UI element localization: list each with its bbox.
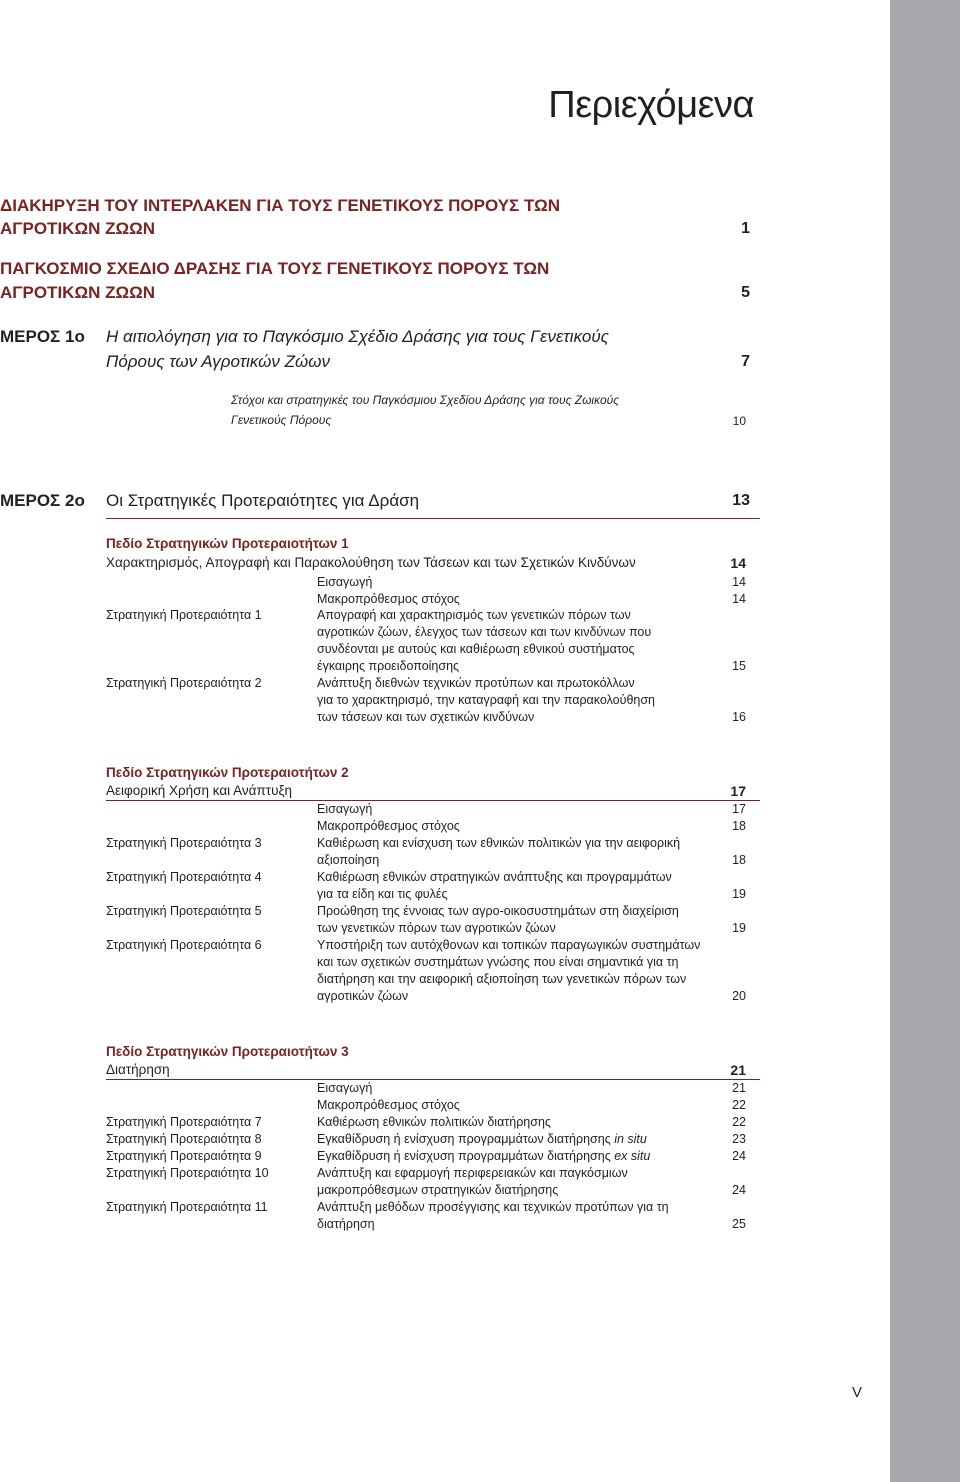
area2-priority-label: Στρατηγική Προτεραιότητα 6 — [106, 938, 262, 952]
area1-row-text[interactable]: Εισαγωγή — [317, 575, 373, 589]
area1-row-text[interactable]: Μακροπρόθεσμος στόχος — [317, 592, 460, 606]
area2-row-page: 19 — [732, 887, 746, 901]
area2-row-text[interactable]: Εισαγωγή — [317, 802, 373, 816]
part2-label: ΜΕΡΟΣ 2ο — [0, 491, 85, 510]
part1-sub-line2[interactable]: Γενετικούς Πόρους — [231, 413, 332, 427]
area2-subtitle[interactable]: Αειφορική Χρήση και Ανάπτυξη — [106, 783, 293, 798]
area2-title[interactable]: Πεδίο Στρατηγικών Προτεραιοτήτων 2 — [106, 765, 349, 780]
area3-row-page: 24 — [732, 1183, 746, 1197]
declaration-title-line1[interactable]: ΔΙΑΚΗΡΥΞΗ ΤΟΥ ΙΝΤΕΡΛΑΚΕΝ ΓΙΑ ΤΟΥΣ ΓΕΝΕΤΙΚΟΥΣ ΠΟΡΟΥΣ ΤΩΝ — [0, 196, 560, 215]
area2-priority-label: Στρατηγική Προτεραιότητα 4 — [106, 870, 262, 884]
area1-row-text[interactable]: Ανάπτυξη διεθνών τεχνικών προτύπων και πρωτοκόλλων — [317, 676, 635, 690]
area3-row-page: 22 — [732, 1098, 746, 1112]
area1-row-page: 14 — [732, 575, 746, 589]
area2-priority-label: Στρατηγική Προτεραιότητα 5 — [106, 904, 262, 918]
area1-row-text[interactable]: συνδέονται με αυτούς και καθιέρωση εθνικού συστήματος — [317, 642, 635, 656]
area2-row-text[interactable]: των γενετικών πόρων των αγροτικών ζώων — [317, 921, 556, 935]
area3-row-text[interactable]: Ανάπτυξη μεθόδων προσέγγισης και τεχνικών προτύπων για τη — [317, 1200, 669, 1214]
part1-page-number: 7 — [741, 353, 750, 370]
declaration-page-number: 1 — [741, 220, 750, 237]
area3-priority-label: Στρατηγική Προτεραιότητα 11 — [106, 1200, 268, 1214]
area3-row-text[interactable]: Εγκαθίδρυση ή ενίσχυση προγραμμάτων διατήρησης in situ — [317, 1132, 647, 1146]
part1-title-line1[interactable]: Η αιτιολόγηση για το Παγκόσμιο Σχέδιο Δράσης για τους Γενετικούς — [106, 327, 609, 346]
area2-row-text[interactable]: αξιοποίηση — [317, 853, 380, 867]
area2-row-text[interactable]: διατήρηση και την αειφορική αξιοποίηση των γενετικών πόρων των — [317, 972, 687, 986]
area3-row-text[interactable]: διατήρηση — [317, 1217, 375, 1231]
part1-sub-page-number: 10 — [732, 414, 746, 428]
global-plan-title-line1[interactable]: ΠΑΓΚΟΣΜΙΟ ΣΧΕΔΙΟ ΔΡΑΣΗΣ ΓΙΑ ΤΟΥΣ ΓΕΝΕΤΙΚΟΥΣ ΠΟΡΟΥΣ ΤΩΝ — [0, 259, 550, 278]
area1-subtitle-page: 14 — [730, 555, 746, 571]
declaration-title-line2[interactable]: ΑΓΡΟΤΙΚΩΝ ΖΩΩΝ — [0, 219, 155, 238]
area2-row-text[interactable]: Μακροπρόθεσμος στόχος — [317, 819, 460, 833]
area1-priority-label: Στρατηγική Προτεραιότητα 2 — [106, 676, 262, 690]
area2-row-text[interactable]: αγροτικών ζώων — [317, 989, 409, 1003]
area3-row-page: 25 — [732, 1217, 746, 1231]
area2-subtitle-page: 17 — [730, 783, 746, 799]
area3-row-text[interactable]: Εισαγωγή — [317, 1081, 373, 1095]
area3-priority-label: Στρατηγική Προτεραιότητα 7 — [106, 1115, 262, 1129]
area1-row-page: 16 — [732, 710, 746, 724]
area3-row-italic: ex situ — [614, 1149, 651, 1163]
part2-page-number: 13 — [732, 492, 750, 509]
area2-row-text[interactable]: και των σχετικών συστημάτων γνώσης που είναι σημαντικά για τη — [317, 955, 679, 969]
area2-row-text[interactable]: Προώθηση της έννοιας των αγρο-οικοσυστημάτων στη διαχείριση — [317, 904, 679, 918]
part1-sub-line1[interactable]: Στόχοι και στρατηγικές του Παγκόσμιου Σχεδίου Δράσης για τους Ζωικούς — [231, 393, 620, 407]
area2-row-page: 20 — [732, 989, 746, 1003]
area1-priority-label: Στρατηγική Προτεραιότητα 1 — [106, 608, 262, 622]
area1-row-text[interactable]: Απογραφή και χαρακτηρισμός των γενετικών πόρων των — [317, 608, 631, 622]
area3-row-text[interactable]: Ανάπτυξη και εφαρμογή περιφερειακών και παγκόσμιων — [317, 1166, 628, 1180]
area2-divider — [106, 800, 760, 801]
area3-divider — [106, 1079, 760, 1080]
part2-divider — [106, 518, 760, 519]
area2-row-text[interactable]: Καθιέρωση εθνικών στρατηγικών ανάπτυξης και προγραμμάτων — [317, 870, 672, 884]
area3-priority-label: Στρατηγική Προτεραιότητα 9 — [106, 1149, 262, 1163]
global-plan-page-number: 5 — [741, 284, 750, 301]
area2-priority-label: Στρατηγική Προτεραιότητα 3 — [106, 836, 262, 850]
area3-row-page: 23 — [732, 1132, 746, 1146]
area3-row-page: 24 — [732, 1149, 746, 1163]
area1-title[interactable]: Πεδίο Στρατηγικών Προτεραιοτήτων 1 — [106, 536, 349, 551]
area2-row-text[interactable]: Καθιέρωση και ενίσχυση των εθνικών πολιτικών για την αειφορική — [317, 836, 681, 850]
area3-row-italic: in situ — [614, 1132, 647, 1146]
area1-row-text[interactable]: για το χαρακτηρισμό, την καταγραφή και την παρακολούθηση — [317, 693, 656, 707]
area3-subtitle[interactable]: Διατήρηση — [106, 1062, 170, 1077]
area1-row-page: 14 — [732, 592, 746, 606]
part1-label: ΜΕΡΟΣ 1ο — [0, 327, 85, 346]
area1-row-text[interactable]: των τάσεων και των σχετικών κινδύνων — [317, 710, 535, 724]
area3-row-page: 21 — [732, 1081, 746, 1095]
area1-row-text[interactable]: αγροτικών ζώων, έλεγχος των τάσεων και των κινδύνων που — [317, 625, 652, 639]
area2-row-text[interactable]: για τα είδη και τις φυλές — [317, 887, 448, 901]
part1-title-line2[interactable]: Πόρους των Αγροτικών Ζώων — [106, 352, 330, 371]
page-edge-bar — [890, 0, 960, 1482]
area2-row-page: 17 — [732, 802, 746, 816]
area3-priority-label: Στρατηγική Προτεραιότητα 10 — [106, 1166, 269, 1180]
page-title: Περιεχόμενα — [548, 84, 754, 126]
area1-row-page: 15 — [732, 659, 746, 673]
area2-row-page: 18 — [732, 853, 746, 867]
area3-row-text[interactable]: μακροπρόθεσμων στρατηγικών διατήρησης — [317, 1183, 559, 1197]
area2-row-page: 19 — [732, 921, 746, 935]
part2-title[interactable]: Οι Στρατηγικές Προτεραιότητες για Δράση — [106, 491, 420, 510]
page-number-footer: V — [852, 1384, 863, 1401]
global-plan-title-line2[interactable]: ΑΓΡΟΤΙΚΩΝ ΖΩΩΝ — [0, 283, 155, 302]
area3-row-text[interactable]: Εγκαθίδρυση ή ενίσχυση προγραμμάτων διατήρησης ex situ — [317, 1149, 651, 1163]
area3-priority-label: Στρατηγική Προτεραιότητα 8 — [106, 1132, 262, 1146]
area3-subtitle-page: 21 — [730, 1062, 746, 1078]
area3-row-text[interactable]: Καθιέρωση εθνικών πολιτικών διατήρησης — [317, 1115, 551, 1129]
area3-title[interactable]: Πεδίο Στρατηγικών Προτεραιοτήτων 3 — [106, 1044, 349, 1059]
area3-row-page: 22 — [732, 1115, 746, 1129]
area1-subtitle[interactable]: Χαρακτηρισμός, Απογραφή και Παρακολούθηση των Τάσεων και των Σχετικών Κινδύνων — [106, 555, 636, 570]
area2-row-text[interactable]: Υποστήριξη των αυτόχθονων και τοπικών παραγωγικών συστημάτων — [317, 938, 701, 952]
area3-row-text[interactable]: Μακροπρόθεσμος στόχος — [317, 1098, 460, 1112]
area2-row-page: 18 — [732, 819, 746, 833]
area1-row-text[interactable]: έγκαιρης προειδοποίησης — [317, 659, 460, 673]
